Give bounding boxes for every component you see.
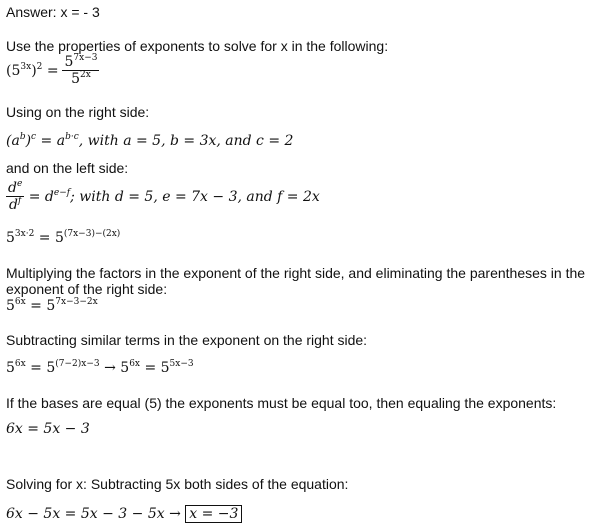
step3-lhs2-exp: 6x [129,359,140,369]
eq1-lhs-close: ) [31,62,37,79]
rule-2 [6,180,320,213]
eq1-num-exp: 7x−3 [73,53,98,63]
eq1-num-base: 5 [64,54,74,70]
rule1-c: c [31,132,37,142]
solving-text: Solving for x: Subtracting 5x both sides of the equation: [6,476,349,492]
answer-line: Answer: x = - 3 [6,4,100,20]
rule2-num-exp: e [16,179,23,189]
rule2-rhs-exp: e−f [53,187,71,198]
step3-lhs: 5 [6,360,15,376]
eq1-lhs-pow: 2 [36,61,43,72]
step1-eq: = 5 [34,230,64,246]
multiply-text-1: Multiplying the factors in the exponent of the right side, and eliminating the parentheses in the [6,265,586,281]
bases-text: If the bases are equal (5) the exponents must be equal too, then equaling the exponents: [6,395,557,411]
rule1-b: b [19,132,26,142]
step-5 [6,506,242,522]
step3-rhs2-exp: 5x−3 [169,359,194,369]
step3-lhs-exp: 6x [14,359,26,369]
rule1-rhs: = a [36,133,66,149]
eq1-equals: = [42,62,59,79]
intro-text: Use the properties of exponents to solve for x in the following: [6,38,389,54]
rule1-rest: , with a = 5, b = 3x, and c = 2 [78,133,294,149]
subtract-text: Subtracting similar terms in the exponent on the right side: [6,332,368,348]
rule2-den: d [8,197,18,213]
step-2 [6,298,98,314]
eq1-fraction [62,54,99,87]
eq1-den-exp: 2x [80,70,91,80]
step-3 [6,360,194,376]
eq1-lhs-exp: 3x [20,61,32,72]
step1-lhs: 5 [6,230,15,246]
step3-eq2: = 5 [140,360,170,376]
step1-rhs-exp: (7x−3)−(2x) [63,229,121,239]
step-4: 6x = 5x − 3 [6,421,90,437]
step-1 [6,230,120,246]
final-answer-box: x = −3 [185,505,242,523]
rule-1 [6,133,293,149]
step2-eq: = 5 [25,298,56,314]
rule2-num: d [8,180,17,196]
rule1-a: (a [6,133,20,149]
eq1-lhs-base: (5 [6,62,21,79]
step3-eq: = 5 [25,360,56,376]
step3-rhs-exp: (7−2)x−3 [55,359,100,369]
equation-1 [6,54,99,87]
rule1-close: ) [25,133,32,149]
step3-arrow: → 5 [99,360,130,376]
step2-rhs-exp: 7x−3−2x [55,297,98,307]
rule2-fraction [6,180,24,213]
rule2-den-exp: f [17,196,22,206]
step5-text: 6x − 5x = 5x − 3 − 5x → [6,506,186,522]
left-side-label: and on the left side: [6,160,129,176]
eq1-den-base: 5 [71,71,81,87]
step2-lhs: 5 [6,298,15,314]
multiply-text-2: exponent of the right side: [6,281,168,297]
step1-lhs-exp: 3x·2 [14,229,35,239]
rule1-rhs-exp: b·c [65,132,79,142]
rule2-rhs: = d [24,188,54,205]
right-side-label: Using on the right side: [6,104,150,120]
rule2-rest: ; with d = 5, e = 7x − 3, and f = 2x [70,188,320,205]
step2-lhs-exp: 6x [14,297,26,307]
